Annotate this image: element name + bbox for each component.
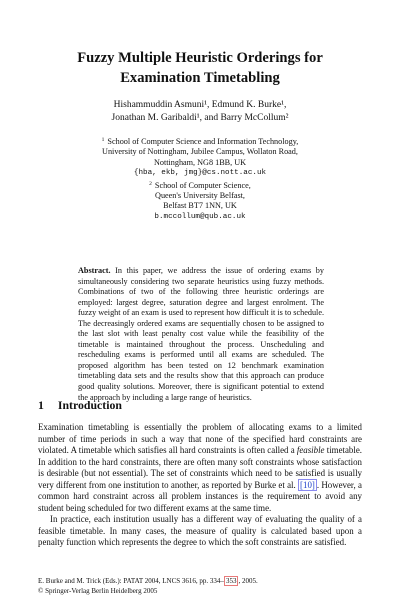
affiliation-line: Queen's University Belfast, bbox=[155, 191, 245, 201]
section-number: 1 bbox=[38, 398, 44, 412]
section-heading bbox=[38, 398, 122, 413]
author-line: Hishammuddin Asmuni¹, Edmund K. Burke¹, bbox=[113, 100, 287, 110]
footer-citation bbox=[38, 577, 258, 587]
paragraph-text: timetable. In addition to the hard constraints, there are often many soft constraints whose satisfaction is desirable (but not essential). The set of constraints which need to be satisfied is usually very different from one institution to another, as reported by Burke et al. bbox=[38, 445, 362, 490]
affiliation-marker: 1 bbox=[101, 137, 105, 143]
affiliation-text: School of Computer Science and Information Technology, bbox=[107, 137, 299, 146]
author-list bbox=[40, 99, 360, 125]
affiliation-email[interactable]: b.mccollum@qub.ac.uk bbox=[154, 212, 246, 221]
emphasis-text: feasible bbox=[296, 445, 325, 455]
footer-text: E. Burke and M. Trick (Eds.): PATAT 2004, LNCS 3616, pp. 334– bbox=[38, 577, 224, 585]
footer-copyright: © Springer-Verlag Berlin Heidelberg 2005 bbox=[38, 586, 158, 595]
paragraph-text: . However, a common hard constraint across all problem instances is the requirement to avoid any student being scheduled for two different exams at the same time. bbox=[38, 479, 362, 513]
title-line: Fuzzy Multiple Heuristic Orderings for bbox=[77, 50, 323, 66]
affiliation-line: Belfast BT7 1NN, UK bbox=[163, 201, 237, 211]
section-title: Introduction bbox=[57, 398, 122, 412]
paragraph-text: Examination timetabling is essentially the problem of allocating exams to a limited number of time periods in such a way that none of the specified hard constraints are violated. A timetable which satisfies all hard constraints is often called a bbox=[38, 422, 362, 455]
affiliation-marker: 2 bbox=[149, 180, 152, 187]
footer-text: , 2005. bbox=[238, 577, 258, 585]
paragraph: In practice, each institution usually has a different way of evaluating the quality of a feasible timetable. In many cases, the measure of quality is calculated based upon a penalty function which represents the degree to which the soft constraints are satisfied. bbox=[38, 514, 362, 547]
affiliation-line bbox=[40, 179, 360, 191]
abstract bbox=[78, 266, 324, 403]
page-range-link[interactable]: 353 bbox=[225, 577, 237, 585]
paragraph bbox=[38, 422, 362, 514]
abstract-label: Abstract. bbox=[78, 266, 111, 275]
citation-link[interactable]: [10] bbox=[300, 479, 315, 490]
affiliation-line: Nottingham, NG8 1BB, UK bbox=[153, 157, 247, 167]
affiliation-text: School of Computer Science, bbox=[154, 180, 251, 190]
body-text bbox=[38, 422, 362, 549]
affiliation-line: University of Nottingham, Jubilee Campus, Wollaton Road, bbox=[102, 147, 298, 157]
author-line: Jonathan M. Garibaldi¹, and Barry McCollum² bbox=[111, 113, 289, 123]
abstract-text: In this paper, we address the issue of ordering exams by simultaneously considering two separate heuristics using fuzzy methods. Combinations of two of the following three heuristic orderings are employed: largest degree, saturation degree and largest enrolment. The fuzzy weight of an exam is used to represent how difficult it is to schedule. The decreasingly ordered exams are sequentially chosen to be assigned to the last slot with least penalty cost value while the feasibility of the timetable is maintained throughout the process. Unscheduling and rescheduling exams is performed until all exams are scheduled. The proposed algorithm has been tested on 12 benchmark examination timetabling data sets and the results show that this approach can produce good quality solutions. Moreover, there is significant potential to extend the approach by including a large range of heuristics. bbox=[78, 266, 324, 402]
page-footer bbox=[38, 577, 258, 596]
affiliations bbox=[40, 135, 360, 222]
affiliation-email[interactable]: {hba, ekb, jmg}@cs.nott.ac.uk bbox=[133, 169, 267, 178]
title-line: Examination Timetabling bbox=[120, 70, 280, 86]
affiliation-line bbox=[40, 135, 360, 147]
paper-title bbox=[40, 48, 360, 88]
